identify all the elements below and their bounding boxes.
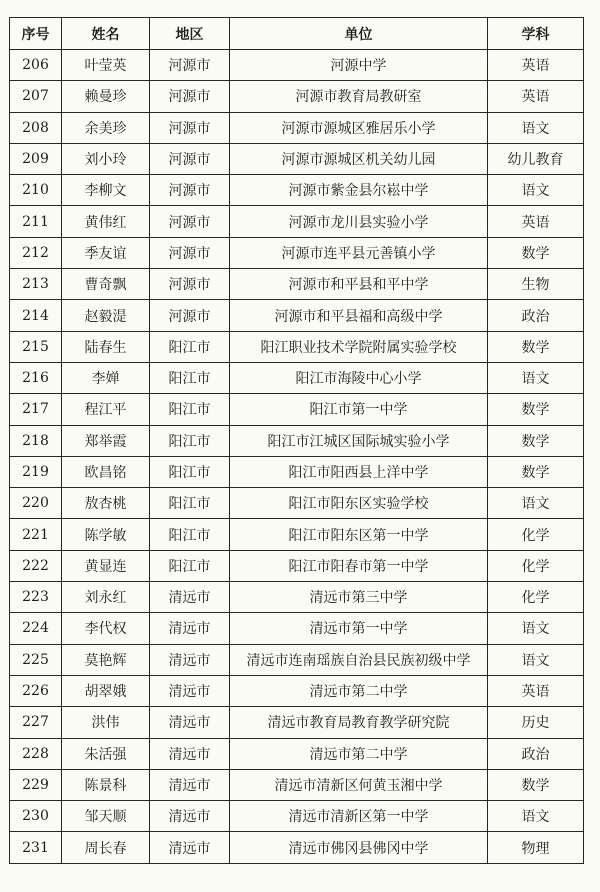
cell-unit: 河源市教育局教研室 xyxy=(230,81,488,112)
cell-unit: 阳江市阳东区实验学校 xyxy=(230,488,488,519)
cell-no: 210 xyxy=(10,175,62,206)
cell-unit: 河源市源城区机关幼儿园 xyxy=(230,143,488,174)
document-page xyxy=(9,17,583,864)
cell-region: 清远市 xyxy=(150,801,230,832)
cell-unit: 阳江市第一中学 xyxy=(230,394,488,425)
cell-unit: 河源市源城区雅居乐小学 xyxy=(230,112,488,143)
cell-no: 208 xyxy=(10,112,62,143)
cell-name: 李婵 xyxy=(62,362,150,393)
table-row xyxy=(10,143,584,174)
cell-no: 223 xyxy=(10,582,62,613)
table-row xyxy=(10,175,584,206)
cell-no: 207 xyxy=(10,81,62,112)
table-row xyxy=(10,707,584,738)
table-row xyxy=(10,644,584,675)
cell-name: 周长春 xyxy=(62,832,150,863)
cell-subject: 化学 xyxy=(488,582,584,613)
table-row xyxy=(10,550,584,581)
cell-region: 河源市 xyxy=(150,175,230,206)
cell-subject: 语文 xyxy=(488,362,584,393)
cell-subject: 语文 xyxy=(488,644,584,675)
header-region: 地区 xyxy=(150,18,230,50)
table-row xyxy=(10,237,584,268)
cell-subject: 历史 xyxy=(488,707,584,738)
cell-unit: 清远市第一中学 xyxy=(230,613,488,644)
cell-region: 河源市 xyxy=(150,237,230,268)
cell-name: 朱活强 xyxy=(62,738,150,769)
cell-subject: 数学 xyxy=(488,769,584,800)
cell-subject: 语文 xyxy=(488,488,584,519)
cell-no: 231 xyxy=(10,832,62,863)
cell-subject: 英语 xyxy=(488,81,584,112)
cell-unit: 河源市龙川县实验小学 xyxy=(230,206,488,237)
cell-name: 陆春生 xyxy=(62,331,150,362)
cell-name: 余美珍 xyxy=(62,112,150,143)
cell-unit: 清远市清新区何黄玉湘中学 xyxy=(230,769,488,800)
table-row xyxy=(10,832,584,863)
table-row xyxy=(10,331,584,362)
cell-unit: 阳江市阳春市第一中学 xyxy=(230,550,488,581)
cell-subject: 生物 xyxy=(488,269,584,300)
table-row xyxy=(10,738,584,769)
header-no: 序号 xyxy=(10,18,62,50)
cell-region: 阳江市 xyxy=(150,456,230,487)
cell-unit: 阳江职业技术学院附属实验学校 xyxy=(230,331,488,362)
cell-name: 赵毅湜 xyxy=(62,300,150,331)
table-row xyxy=(10,582,584,613)
cell-no: 215 xyxy=(10,331,62,362)
cell-no: 206 xyxy=(10,50,62,81)
table-body xyxy=(10,50,584,864)
cell-no: 209 xyxy=(10,143,62,174)
table-row xyxy=(10,675,584,706)
cell-subject: 化学 xyxy=(488,519,584,550)
cell-name: 李柳文 xyxy=(62,175,150,206)
table-row xyxy=(10,269,584,300)
cell-no: 220 xyxy=(10,488,62,519)
table-row xyxy=(10,112,584,143)
cell-subject: 化学 xyxy=(488,550,584,581)
cell-region: 河源市 xyxy=(150,206,230,237)
table-header xyxy=(10,18,584,50)
cell-region: 河源市 xyxy=(150,300,230,331)
cell-unit: 阳江市阳东区第一中学 xyxy=(230,519,488,550)
cell-no: 222 xyxy=(10,550,62,581)
table-row xyxy=(10,456,584,487)
cell-name: 洪伟 xyxy=(62,707,150,738)
cell-region: 河源市 xyxy=(150,50,230,81)
cell-no: 224 xyxy=(10,613,62,644)
cell-unit: 阳江市海陵中心小学 xyxy=(230,362,488,393)
cell-unit: 河源市连平县元善镇小学 xyxy=(230,237,488,268)
cell-unit: 河源市紫金县尔崧中学 xyxy=(230,175,488,206)
cell-subject: 政治 xyxy=(488,738,584,769)
cell-subject: 英语 xyxy=(488,206,584,237)
cell-region: 河源市 xyxy=(150,269,230,300)
cell-name: 刘小玲 xyxy=(62,143,150,174)
table-row xyxy=(10,519,584,550)
cell-unit: 清远市第二中学 xyxy=(230,675,488,706)
cell-name: 黄显连 xyxy=(62,550,150,581)
cell-subject: 语文 xyxy=(488,175,584,206)
table-row xyxy=(10,613,584,644)
cell-region: 阳江市 xyxy=(150,425,230,456)
cell-name: 季友谊 xyxy=(62,237,150,268)
cell-name: 胡翠娥 xyxy=(62,675,150,706)
cell-region: 清远市 xyxy=(150,769,230,800)
cell-name: 敖杏桃 xyxy=(62,488,150,519)
cell-no: 228 xyxy=(10,738,62,769)
cell-unit: 清远市佛冈县佛冈中学 xyxy=(230,832,488,863)
cell-no: 225 xyxy=(10,644,62,675)
cell-unit: 清远市教育局教育教学研究院 xyxy=(230,707,488,738)
cell-no: 219 xyxy=(10,456,62,487)
cell-no: 230 xyxy=(10,801,62,832)
cell-subject: 语文 xyxy=(488,613,584,644)
cell-subject: 政治 xyxy=(488,300,584,331)
roster-table xyxy=(9,17,584,864)
cell-subject: 英语 xyxy=(488,50,584,81)
cell-subject: 数学 xyxy=(488,394,584,425)
cell-no: 216 xyxy=(10,362,62,393)
cell-no: 217 xyxy=(10,394,62,425)
cell-name: 赖曼珍 xyxy=(62,81,150,112)
cell-region: 阳江市 xyxy=(150,394,230,425)
cell-region: 河源市 xyxy=(150,143,230,174)
cell-region: 河源市 xyxy=(150,112,230,143)
cell-no: 212 xyxy=(10,237,62,268)
cell-subject: 数学 xyxy=(488,425,584,456)
table-row xyxy=(10,50,584,81)
cell-subject: 数学 xyxy=(488,331,584,362)
cell-name: 陈景科 xyxy=(62,769,150,800)
cell-name: 欧昌铭 xyxy=(62,456,150,487)
table-row xyxy=(10,769,584,800)
table-row xyxy=(10,206,584,237)
cell-no: 211 xyxy=(10,206,62,237)
table-row xyxy=(10,425,584,456)
cell-unit: 河源市和平县福和高级中学 xyxy=(230,300,488,331)
cell-unit: 清远市第三中学 xyxy=(230,582,488,613)
cell-no: 218 xyxy=(10,425,62,456)
cell-region: 清远市 xyxy=(150,707,230,738)
cell-name: 黄伟红 xyxy=(62,206,150,237)
cell-region: 清远市 xyxy=(150,832,230,863)
table-row xyxy=(10,362,584,393)
cell-unit: 清远市连南瑶族自治县民族初级中学 xyxy=(230,644,488,675)
cell-name: 郑举霞 xyxy=(62,425,150,456)
cell-no: 214 xyxy=(10,300,62,331)
table-row xyxy=(10,300,584,331)
cell-name: 叶莹英 xyxy=(62,50,150,81)
cell-unit: 河源中学 xyxy=(230,50,488,81)
cell-region: 阳江市 xyxy=(150,488,230,519)
cell-region: 阳江市 xyxy=(150,331,230,362)
cell-name: 莫艳辉 xyxy=(62,644,150,675)
cell-no: 213 xyxy=(10,269,62,300)
cell-region: 阳江市 xyxy=(150,550,230,581)
header-row xyxy=(10,18,584,50)
header-unit: 单位 xyxy=(230,18,488,50)
cell-region: 阳江市 xyxy=(150,362,230,393)
cell-unit: 清远市第二中学 xyxy=(230,738,488,769)
cell-name: 李代权 xyxy=(62,613,150,644)
header-name: 姓名 xyxy=(62,18,150,50)
cell-subject: 数学 xyxy=(488,456,584,487)
table-row xyxy=(10,394,584,425)
table-row xyxy=(10,488,584,519)
table-row xyxy=(10,81,584,112)
cell-name: 陈学敏 xyxy=(62,519,150,550)
cell-unit: 河源市和平县和平中学 xyxy=(230,269,488,300)
cell-subject: 语文 xyxy=(488,801,584,832)
cell-region: 清远市 xyxy=(150,582,230,613)
cell-region: 河源市 xyxy=(150,81,230,112)
cell-region: 清远市 xyxy=(150,613,230,644)
header-subject: 学科 xyxy=(488,18,584,50)
cell-no: 221 xyxy=(10,519,62,550)
cell-region: 阳江市 xyxy=(150,519,230,550)
cell-subject: 语文 xyxy=(488,112,584,143)
cell-no: 229 xyxy=(10,769,62,800)
cell-region: 清远市 xyxy=(150,675,230,706)
cell-subject: 物理 xyxy=(488,832,584,863)
cell-region: 清远市 xyxy=(150,644,230,675)
cell-name: 曹奇飘 xyxy=(62,269,150,300)
cell-subject: 英语 xyxy=(488,675,584,706)
cell-unit: 阳江市阳西县上洋中学 xyxy=(230,456,488,487)
cell-unit: 阳江市江城区国际城实验小学 xyxy=(230,425,488,456)
cell-subject: 数学 xyxy=(488,237,584,268)
cell-name: 邹天顺 xyxy=(62,801,150,832)
cell-name: 程江平 xyxy=(62,394,150,425)
cell-name: 刘永红 xyxy=(62,582,150,613)
cell-unit: 清远市清新区第一中学 xyxy=(230,801,488,832)
cell-subject: 幼儿教育 xyxy=(488,143,584,174)
cell-no: 227 xyxy=(10,707,62,738)
table-row xyxy=(10,801,584,832)
cell-region: 清远市 xyxy=(150,738,230,769)
cell-no: 226 xyxy=(10,675,62,706)
